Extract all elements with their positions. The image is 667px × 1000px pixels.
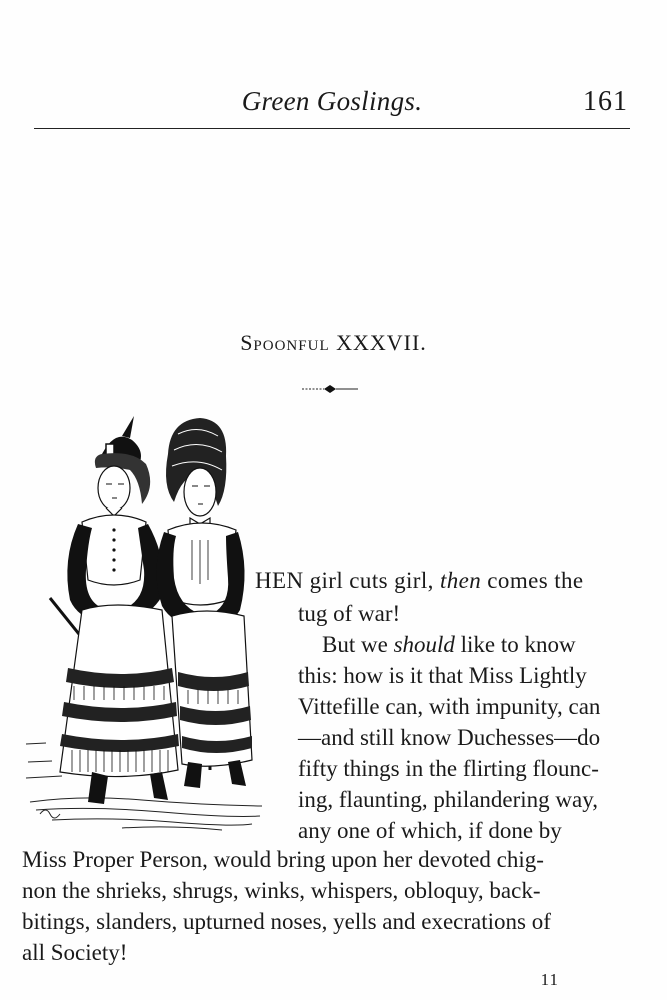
running-head bbox=[34, 84, 630, 129]
page-number: 161 bbox=[583, 86, 628, 117]
printer-signature-mark: 11 bbox=[540, 970, 559, 989]
two-ladies-illustration bbox=[22, 410, 268, 840]
ornament-divider bbox=[300, 382, 360, 396]
text-line: this: how is it that Miss Lightly bbox=[298, 663, 587, 688]
running-title: Green Goslings. bbox=[241, 86, 423, 116]
text-line: —and still know Duchesses—do bbox=[298, 725, 601, 750]
chapter-heading bbox=[0, 330, 667, 356]
text-line: all Society! bbox=[22, 940, 128, 965]
text-line: non the shrieks, shrugs, winks, whispers, obloquy, back- bbox=[22, 878, 541, 903]
chapter-heading-text: Spoonful XXXVII. bbox=[240, 330, 427, 355]
text-line: Vittefille can, with impunity, can bbox=[298, 694, 601, 719]
left-lady-figure bbox=[50, 416, 179, 804]
text-line: ing, flaunting, philandering way, bbox=[298, 787, 598, 812]
text-line: tug of war! bbox=[298, 601, 401, 626]
right-column-text bbox=[298, 598, 630, 846]
text-line: But we should like to know bbox=[322, 632, 576, 657]
drop-cap-line: HEN girl cuts girl, then comes the bbox=[255, 568, 584, 593]
text-line: bitings, slanders, upturned noses, yells and execrations of bbox=[22, 909, 551, 934]
full-width-text bbox=[22, 844, 630, 968]
text-line: any one of which, if done by bbox=[298, 818, 562, 843]
text-line: fifty things in the flirting flounc- bbox=[298, 756, 599, 781]
text-line: Miss Proper Person, would bring upon her devoted chig- bbox=[22, 847, 544, 872]
